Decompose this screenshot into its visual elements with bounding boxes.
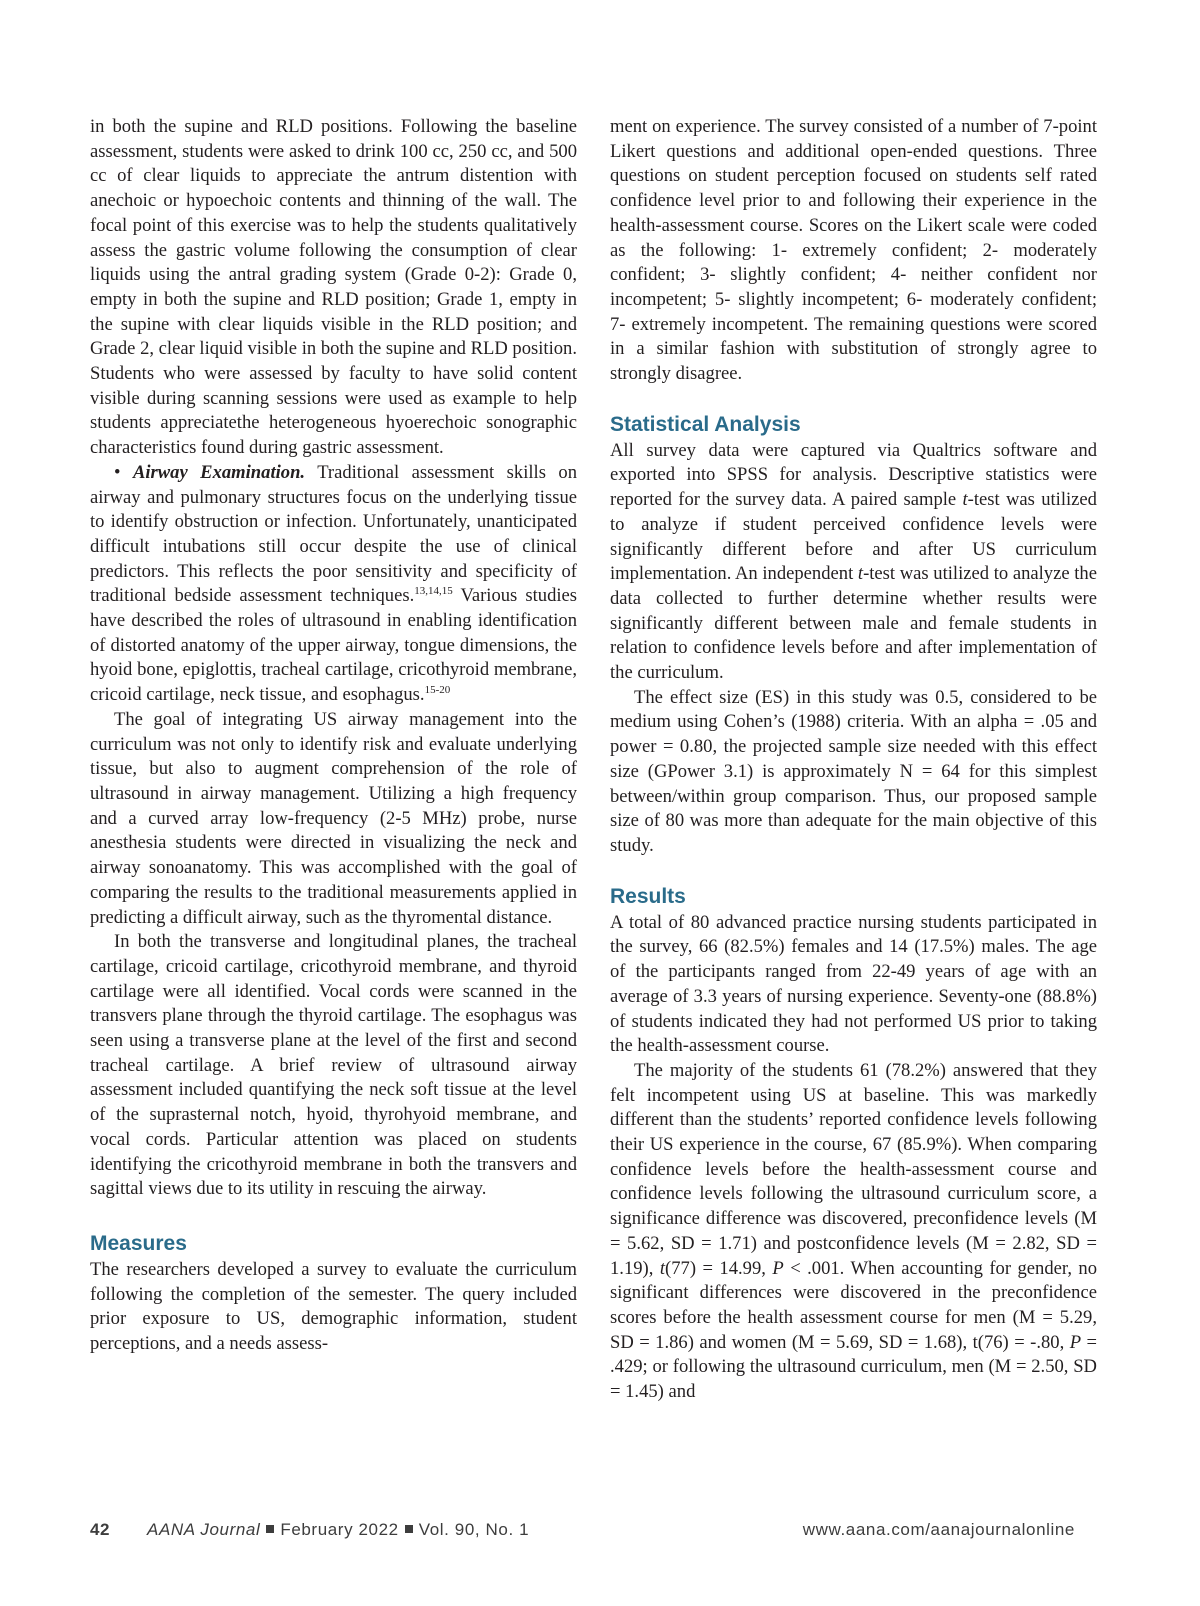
airway-paragraph bbox=[90, 461, 577, 708]
journal-url: www.aana.com/aanajournalonline bbox=[802, 1520, 1075, 1539]
airway-planes-paragraph: In both the transverse and longitudinal planes, the tracheal cartilage, cricoid cartilage, cricothyroid membrane, and thyroid cartilage were all identified. Vocal cords were scanned in the transvers plane through the thyroid cartilage. The esophagus was seen using a transverse plane at the level of the first and second tracheal cartilage. A brief review of ultrasound airway assessment included quantifying the neck soft tissue at the level of the suprasternal notch, hyoid, thyrohyoid membrane, and vocal cords. Particular attention was placed on students identifying the cricothyroid membrane in both the transvers and sagittal views due to its utility in rescuing the airway. bbox=[90, 931, 577, 1200]
airway-text-2: Various studies have described the roles of ultrasound in enabling identification of distorted anatomy of the upper airway, tongue dimensions, the hyoid bone, epiglottis, tracheal cartilage, cricothyroid membrane, cricoid cartilage, neck tissue, and esophagus. bbox=[90, 585, 578, 706]
citation-ref: 13,14,15 bbox=[414, 585, 453, 598]
left-column bbox=[90, 115, 577, 1357]
volume: Vol. 90, No. 1 bbox=[418, 1520, 530, 1539]
statistics-paragraph: All survey data were captured via Qualtrics software and exported into SPSS for analysis. Descriptive statistics were reported for the survey data. A paired sample t-test was utilized to analyze if student perceived confidence levels were significantly different before and after US curriculum implementation. An independent t-test was utilized to analyze the data collected to further determine whether results were significantly different between male and female students in relation to confidence levels before and after implementation of the curriculum. bbox=[610, 439, 1097, 684]
results-paragraph: A total of 80 advanced practice nursing students participated in the survey, 66 (82.5%) females and 14 (17.5%) males. The age of the participants ranged from 22-49 years of age with an average of 3.3 years of nursing experience. Seventy-one (88.8%) of students indicated they had not performed US prior to taking the health-assessment course. bbox=[610, 911, 1097, 1057]
airway-lead: Airway Examination. bbox=[132, 461, 306, 483]
measures-heading: Measures bbox=[90, 1231, 187, 1255]
bullet: • bbox=[114, 461, 121, 483]
separator-square bbox=[266, 1525, 274, 1533]
journal-info bbox=[147, 1520, 529, 1540]
issue-date: February 2022 bbox=[280, 1520, 399, 1539]
effect-size-paragraph: The effect size (ES) in this study was 0.5, considered to be medium using Cohen’s (1988) criteria. With an alpha = .05 and power = 0.80, the projected sample size needed with this effect size (GPower 3.1) is approximately N = 64 for this simplest between/within group comparison. Thus, our proposed sample size of 80 was more than adequate for the main objective of this study. bbox=[610, 686, 1097, 856]
survey-paragraph: ment on experience. The survey consisted of a number of 7-point Likert questions and additional open-ended questions. Three questions on student perception focused on students self rated confidence level prior to and following their experience in the health-assessment course. Scores on the Likert scale were coded as the following: 1- extremely confident; 2- moderately confident; 3- slightly confident; 4- neither confident nor incompetent; 5- slightly incompetent; 6- moderately confident; 7- extremely incompetent. The remaining questions were scored in a similar fashion with substitution of strongly agree to strongly disagree. bbox=[610, 116, 1097, 385]
page-footer bbox=[90, 1520, 1075, 1550]
statistical-analysis-heading: Statistical Analysis bbox=[610, 412, 801, 436]
right-column bbox=[610, 115, 1097, 1405]
results-confidence-paragraph: The majority of the students 61 (78.2%) answered that they felt incompetent using US at baseline. This was markedly different than the students’ reported confidence levels following their US experience in the course, 67 (85.9%). When comparing confidence levels before the health-assessment course and confidence levels following the ultrasound curriculum score, a significance difference was discovered, preconfidence levels (M = 5.62, SD = 1.71) and postconfidence levels (M = 2.82, SD = 1.19), t(77) = 14.99, P < .001. When accounting for gender, no significant differences were discovered in the preconfidence scores before the health assessment course for men (M = 5.29, SD = 1.86) and women (M = 5.69, SD = 1.68), t(76) = -.80, P = .429; or following the ultrasound curriculum, men (M = 2.50, SD = 1.45) and bbox=[610, 1059, 1098, 1403]
gastric-paragraph: in both the supine and RLD positions. Following the baseline assessment, students were asked to drink 100 cc, 250 cc, and 500 cc of clear liquids to appreciate the antrum distention with anechoic or hypoechoic contents and thinning of the wall. The focal point of this exercise was to help the students qualitatively assess the gastric volume following the consumption of clear liquids using the antral grading system (Grade 0-2): Grade 0, empty in both the supine and RLD position; Grade 1, empty in the supine with clear liquids visible in the RLD position; and Grade 2, clear liquid visible in both the supine and RLD position. Students who were assessed by faculty to have solid content visible during scanning sessions were used as example to help students appreciatethe heterogeneous hyoerechoic sonographic characteristics found during gastric assessment. bbox=[90, 116, 577, 459]
citation-ref: 15-20 bbox=[424, 683, 451, 696]
journal-name: AANA Journal bbox=[147, 1520, 261, 1539]
airway-goal-paragraph: The goal of integrating US airway management into the curriculum was not only to identify risk and evaluate underlying tissue, but also to augment comprehension of the role of ultrasound in airway management. Utilizing a high frequency and a curved array low-frequency (2-5 MHz) probe, nurse anesthesia students were directed in visualizing the neck and airway sonoanatomy. This was accomplished with the goal of comparing the results to the traditional measurements applied in predicting a difficult airway, such as the thyromental distance. bbox=[90, 708, 577, 928]
separator-square bbox=[405, 1525, 413, 1533]
measures-paragraph: The researchers developed a survey to evaluate the curriculum following the completion of the semester. The query included prior exposure to US, demographic information, student perceptions, and a needs assess- bbox=[90, 1258, 577, 1355]
results-heading: Results bbox=[610, 884, 686, 908]
page-number: 42 bbox=[90, 1520, 111, 1539]
airway-text: Traditional assessment skills on airway and pulmonary structures focus on the underlying tissue to identify obstruction or infection. Unfortunately, unanticipated difficult intubations still occur despite the use of clinical predictors. This reflects the poor sensitivity and specificity of traditional bedside assessment techniques. bbox=[90, 461, 577, 607]
